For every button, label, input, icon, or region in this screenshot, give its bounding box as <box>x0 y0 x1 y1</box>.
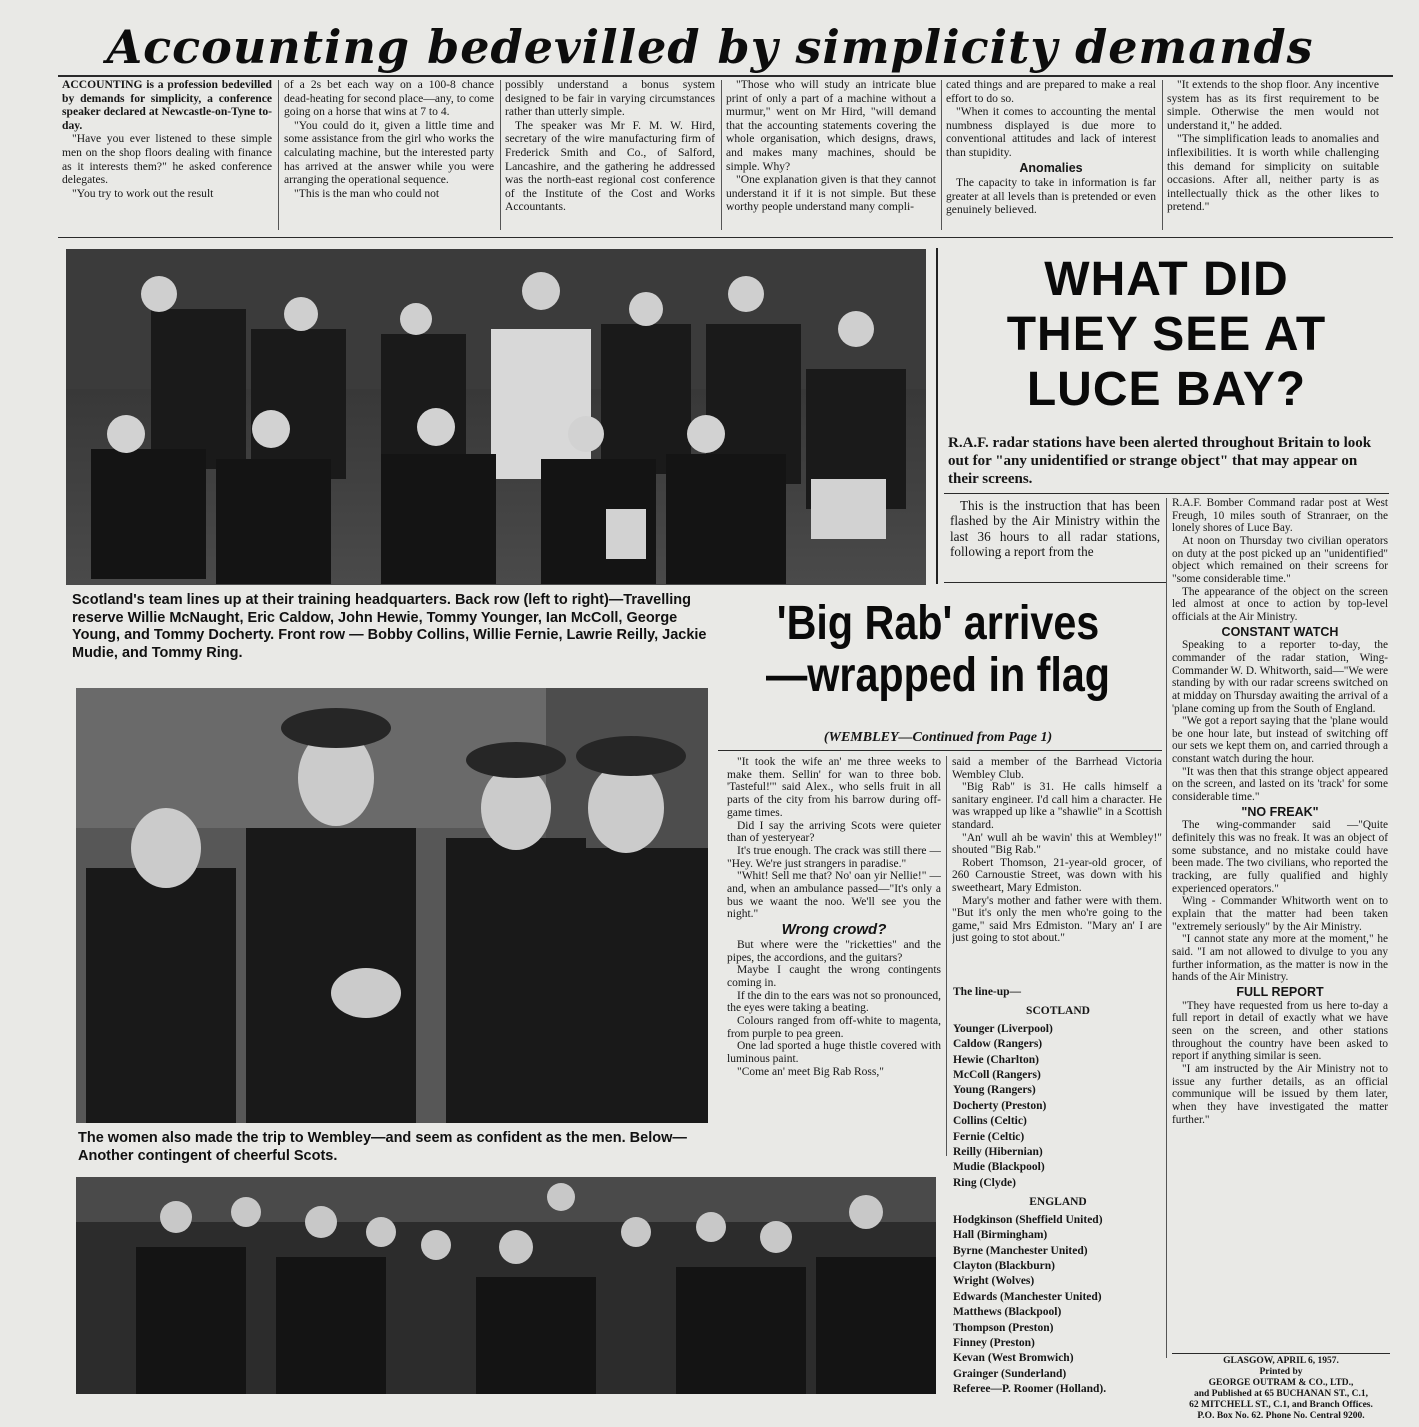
lineup-label: The line-up— <box>953 986 1022 998</box>
imprint-line: GLASGOW, APRIL 6, 1957. <box>1223 1356 1339 1366</box>
no-freak-subhead: "NO FREAK" <box>1241 804 1319 819</box>
paragraph: "Whit! Sell me that? No' oan yir Nellie!" — and, when an ambulance passed—"It's only a bus we waant the noo. We'll see you the night." <box>727 870 941 921</box>
england-player: Kevan (West Bromwich) <box>953 1352 1074 1365</box>
rab-column-2 <box>952 756 1162 996</box>
scotland-player: Ring (Clyde) <box>953 1176 1016 1189</box>
paragraph: "You try to work out the result <box>72 186 214 200</box>
england-player: Finney (Preston) <box>953 1336 1035 1349</box>
scotland-player: Caldow (Rangers) <box>953 1038 1043 1051</box>
imprint-line: 62 MITCHELL ST., C.1, and Branch Offices. <box>1189 1400 1373 1410</box>
england-player: Thompson (Preston) <box>953 1321 1054 1334</box>
paragraph: Wing - Commander Whitworth went on to explain that the matter had been taken "extremely seriously" by the Air Ministry. <box>1172 895 1388 933</box>
rab-column-1 <box>727 756 941 1166</box>
accounting-headline: Accounting bedevilled by simplicity demands <box>106 20 1314 74</box>
scotland-player: Collins (Celtic) <box>953 1115 1027 1128</box>
paragraph: "They have requested from us here to-day a full report in detail of exactly what we have seen on the screen, and other stations throughout the country have been asked to report if anything similar is seen. <box>1172 999 1388 1063</box>
section-rule <box>944 582 1166 583</box>
paragraph: "This is the man who could not <box>294 186 440 200</box>
paragraph: It's true enough. The crack was still there — "Hey. We're just strangers in paradise." <box>727 844 941 870</box>
imprint-line: P.O. Box No. 62. Phone No. Central 9200. <box>1197 1411 1365 1421</box>
england-player: Matthews (Blackpool) <box>953 1306 1062 1319</box>
rab-headline-line: —wrapped in flag <box>765 649 1111 702</box>
paragraph: The appearance of the object on the screen led almost at once to action by top-level officials at the Air Ministry. <box>1172 585 1388 623</box>
paragraph: Maybe I caught the wrong contingents coming in. <box>727 964 941 989</box>
paragraph: cated things and are prepared to make a real effort to do so. <box>946 78 1156 105</box>
paragraph: This is the instruction that has been flashed by the Air Ministry within the last 36 hours to all radar stations, following a report from the <box>950 498 1160 559</box>
paragraph: At noon on Thursday two civilian operators on duty at the post picked up an "unidentified" object which remained on their screens for "some considerable time." <box>1172 534 1388 585</box>
luce-bay-headline <box>944 252 1389 417</box>
england-player: Byrne (Manchester United) <box>953 1244 1088 1257</box>
paragraph: said a member of the Barrhead Victoria Wembley Club. <box>952 756 1162 781</box>
column-rule <box>278 80 279 230</box>
big-rab-headline <box>712 598 1164 702</box>
luce-headline-line: LUCE BAY? <box>1026 363 1307 416</box>
top-rule <box>58 75 1393 77</box>
luce-lead-paragraph <box>948 434 1386 492</box>
accounting-column-2 <box>284 78 494 233</box>
luce-headline-line: WHAT DID <box>1044 253 1289 306</box>
imprint-line: and Published at 65 BUCHANAN ST., C.1, <box>1193 1389 1369 1399</box>
column-rule <box>936 248 938 584</box>
column-rule <box>941 80 942 230</box>
luce-lead-text: R.A.F. radar stations have been alerted throughout Britain to look out for "any unidentified or strange object" that may appear on their screens. <box>948 435 1372 487</box>
england-player: Hodgkinson (Sheffield United) <box>953 1213 1103 1226</box>
imprint-line: Printed by <box>1259 1367 1303 1377</box>
column-rule <box>946 756 947 1156</box>
england-player: Wright (Wolves) <box>953 1275 1035 1288</box>
paragraph: "One explanation given is that they cannot understand it if it is not simple. But these worthy people understand many compli- <box>726 173 936 214</box>
scotland-player: Hewie (Charlton) <box>953 1053 1039 1066</box>
paragraph: "An' wull ah be wavin' this at Wembley!" shouted "Big Rab." <box>952 831 1162 857</box>
scotland-player: Younger (Liverpool) <box>953 1022 1053 1035</box>
team-photo-caption: Scotland's team lines up at their training headquarters. Back row (left to right)—Travelling reserve Willie McNaught, Eric Caldow, John Hewie, Tommy Younger, Ian McColl, George Young, and Tommy Docherty. Front row — Bobby Collins, Willie Fernie, Lawrie Reilly, Jackie Mudie, and Tommy Ring. <box>72 592 707 661</box>
luce-column-2 <box>1172 497 1388 1347</box>
england-player: Edwards (Manchester United) <box>953 1290 1102 1303</box>
paragraph: "It took the wife an' me three weeks to make them. Sellin' for wan to three bob. 'Tasteful!'" said Alex., who sells fruit in all parts of the city from his barrow during off-game times. <box>727 756 941 819</box>
england-player: Clayton (Blackburn) <box>953 1259 1055 1272</box>
paragraph: The speaker was Mr F. M. W. Hird, secretary of the wire manufacturing firm of Frederick Smith and Co., of Salford, Lancashire, and the gathering he addressed was the north-east regional cost conference of the Institute of the Cost and Works Accountants. <box>505 118 715 214</box>
section-rule <box>944 493 1389 494</box>
rab-headline-line: 'Big Rab' arrives <box>776 597 1100 650</box>
paragraph: One lad sported a huge thistle covered with luminous paint. <box>727 1040 941 1066</box>
publisher-imprint <box>1170 1356 1392 1422</box>
luce-headline-line: THEY SEE AT <box>1006 308 1327 361</box>
wrong-crowd-subhead: Wrong crowd? <box>781 921 887 939</box>
accounting-column-1 <box>62 78 272 233</box>
paragraph: Mary's mother and father were with them. "But it's only the men who're going to the game," said Mrs Edmiston. "Mary an' I are just going to stot about." <box>952 894 1162 945</box>
paragraph: "I cannot state any more at the moment," he said. "I am not allowed to divulge to you any further information, as the matter is now in the hands of the Air Ministry. <box>1172 933 1388 984</box>
scotland-player: Young (Rangers) <box>953 1084 1036 1097</box>
continued-from-line: (WEMBLEY—Continued from Page 1) <box>823 730 1053 745</box>
constant-watch-subhead: CONSTANT WATCH <box>1221 624 1339 639</box>
paragraph: If the din to the ears was not so pronounced, the eyes were taking a beating. <box>727 989 941 1015</box>
scotland-player: Mudie (Blackpool) <box>953 1161 1045 1174</box>
paragraph: The wing-commander said —"Quite definitely this was no freak. It was an object of some substance, and no mistake could have been made. The two civilians, who reported the tracking, are fully qualified and highly experienced operators." <box>1172 819 1388 895</box>
england-player: Grainger (Sunderland) <box>953 1367 1067 1380</box>
scotland-label: SCOTLAND <box>1026 1005 1090 1018</box>
section-rule <box>718 750 1162 751</box>
column-rule <box>721 80 722 230</box>
paragraph: possibly understand a bonus system designed to be fair in varying circumstances rather than utterly simple. <box>505 78 715 119</box>
paragraph: of a 2s bet each way on a 100-8 chance dead-heating for second place—any, to come going on a horse that wins at 7 to 4. <box>284 78 494 119</box>
accounting-column-5 <box>946 78 1156 233</box>
scotland-team-photo <box>66 249 926 585</box>
women-photo-caption: The women also made the trip to Wembley—and seem as confident as the men. Below—Another contingent of cheerful Scots. <box>78 1130 687 1164</box>
scotland-player: Fernie (Celtic) <box>953 1130 1025 1143</box>
luce-column-1 <box>950 498 1160 578</box>
column-rule <box>500 80 501 230</box>
accounting-lead: ACCOUNTING is a profession bedevilled by demands for simplicity, a conference speaker declared at Newcastle-on-Tyne to-day. <box>62 78 272 132</box>
paragraph: "You could do it, given a little time and some assistance from the girl who works the calculating machine, but the interested party has arrived at the answer while you were arranging the operational sequence. <box>284 118 494 187</box>
paragraph: But where were the "ricketties" and the pipes, the accordions, and the guitars? <box>727 938 941 964</box>
paragraph: Colours ranged from off-white to magenta, from purple to pea green. <box>727 1015 941 1040</box>
women-fans-photo <box>76 688 708 1123</box>
paragraph: "It extends to the shop floor. Any incentive system has as its first requirement to be simple. Otherwise the men would not understand it," he added. <box>1167 78 1379 132</box>
paragraph: "Have you ever listened to these simple men on the shop floors dealing with finance as it interests them?" he asked conference delegates. <box>62 132 272 187</box>
paragraph: "I am instructed by the Air Ministry not to issue any further details, as an official communique will be issued by them later, when they have investigated the matter further." <box>1172 1062 1388 1126</box>
paragraph: "When it comes to accounting the mental numbness displayed is due more to conventional attitudes and lack of interest than stupidity. <box>946 105 1156 159</box>
paragraph: "Come an' meet Big Rab Ross," <box>737 1065 884 1078</box>
section-rule <box>58 237 1393 238</box>
column-rule <box>1166 498 1167 1358</box>
column-rule <box>1162 80 1163 230</box>
referee-line: Referee—P. Roomer (Holland). <box>953 1383 1107 1396</box>
imprint-rule <box>1172 1353 1390 1354</box>
scots-crowd-photo <box>76 1177 936 1394</box>
scotland-player: McColl (Rangers) <box>953 1069 1041 1082</box>
accounting-column-6 <box>1167 78 1379 233</box>
full-report-subhead: FULL REPORT <box>1236 984 1324 999</box>
anomalies-subhead: Anomalies <box>1019 160 1083 175</box>
paragraph: Did I say the arriving Scots were quieter than of yesteryear? <box>727 819 941 845</box>
paragraph: Robert Thomson, 21-year-old grocer, of 260 Carnoustie Street, was down with his sweetheart, Mary Edmiston. <box>952 856 1162 894</box>
paragraph: The capacity to take in information is far greater at all levels than is pretended or even genuinely believed. <box>946 176 1156 217</box>
imprint-line: GEORGE OUTRAM & CO., LTD., <box>1208 1378 1354 1388</box>
england-player: Hall (Birmingham) <box>953 1229 1048 1242</box>
england-label: ENGLAND <box>1029 1196 1087 1209</box>
paragraph: "The simplification leads to anomalies and inflexibilities. It is worth while challenging this demand for simplicity on suitable occasions. After all, neither party is as intellectually thick as the other likes to pretend." <box>1167 132 1379 214</box>
paragraph: "Those who will study an intricate blue print of only a part of a machine without a murmur," went on Mr Hird, "will demand that the accounting statements covering the whole organisation, which designs, draws, and makes many machines, should be simple. Why? <box>726 78 936 173</box>
scotland-player: Docherty (Preston) <box>953 1099 1047 1112</box>
paragraph: "It was then that this strange object appeared on the screen, and lasted on its 'track' for some considerable time." <box>1172 765 1388 804</box>
paragraph: "Big Rab" is 31. He calls himself a sanitary engineer. I'd call him a character. He was wrapped up like a "shawlie" in a Scottish standard. <box>952 781 1162 831</box>
paragraph: "We got a report saying that the 'plane would be one hour late, but instead of switching off our sets we kept them on, and carried through a constant watch during the hour. <box>1172 715 1388 766</box>
accounting-column-4 <box>726 78 936 233</box>
team-lineup <box>953 985 1163 1398</box>
accounting-column-3 <box>505 78 715 233</box>
paragraph: R.A.F. Bomber Command radar post at West Freugh, 10 miles south of Stranraer, on the lonely shores of Luce Bay. <box>1172 497 1388 535</box>
scotland-player: Reilly (Hibernian) <box>953 1146 1043 1159</box>
paragraph: Speaking to a reporter to-day, the commander of the radar station, Wing-Commander W. D. Whitworth, said—"We were standing by with our radar screens switched on at midday on Thursday awaiting the arrival of a 'plane coming up from the South of England. <box>1172 639 1388 715</box>
